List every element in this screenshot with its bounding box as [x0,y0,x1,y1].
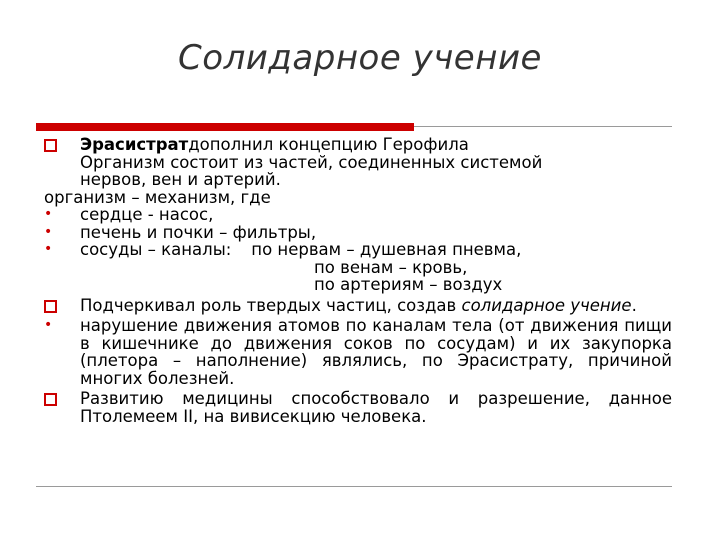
list-item-vessels [44,241,672,294]
vessels-veins: по венам – кровь, [314,257,468,277]
bullet-item-solidarity: Подчеркивал роль твердых частиц, создав солидарное учение. [44,297,672,315]
plain-text-line: организм – механизм, где [44,187,271,207]
vessels-label: сосуды – каналы: [80,240,232,259]
vessels-nerves: по нервам – душевная пневма, [251,240,522,259]
dot-icon: • [44,317,53,333]
list-item-liver: • печень и почки – фильтры, [44,222,317,242]
bottom-rule [36,486,672,487]
square-outline-icon [44,393,57,406]
bullet-item-erasistratus [44,136,672,189]
solidar-term: солидарное учение [461,295,632,315]
bullet-text: дополнил концепцию Герофила [188,135,469,154]
person-name: Эрасистрат [80,135,189,154]
vessels-arteries: по артериям – воздух [314,275,503,294]
slide-body [44,136,672,425]
square-outline-icon [44,139,57,152]
list-item-atoms: • нарушение движения атомов по каналам тела (от движения пищи в кишечнике до движения соков по сосудам) и их закупорка (плетора – наполнение) являлись, по Эрасистрату, причиной многих болезней. [44,316,672,388]
dot-icon: • [44,241,53,257]
bullet-text-line: Организм состоит из частей, соединенных системой [80,152,543,172]
bullet-text-line: нервов, вен и артерий. [80,170,281,189]
dot-icon: • [44,206,53,222]
list-item-heart: • сердце - насос, [44,205,214,224]
title-accent-bar [36,123,414,131]
slide-title: Солидарное учение [178,38,542,78]
square-outline-icon [44,300,57,313]
bullet-item-vivisection: Развитию медицины способствовало и разрешение, данное Птолемеем II, на вивисекцию человека. [44,390,672,425]
dot-icon: • [44,223,53,240]
